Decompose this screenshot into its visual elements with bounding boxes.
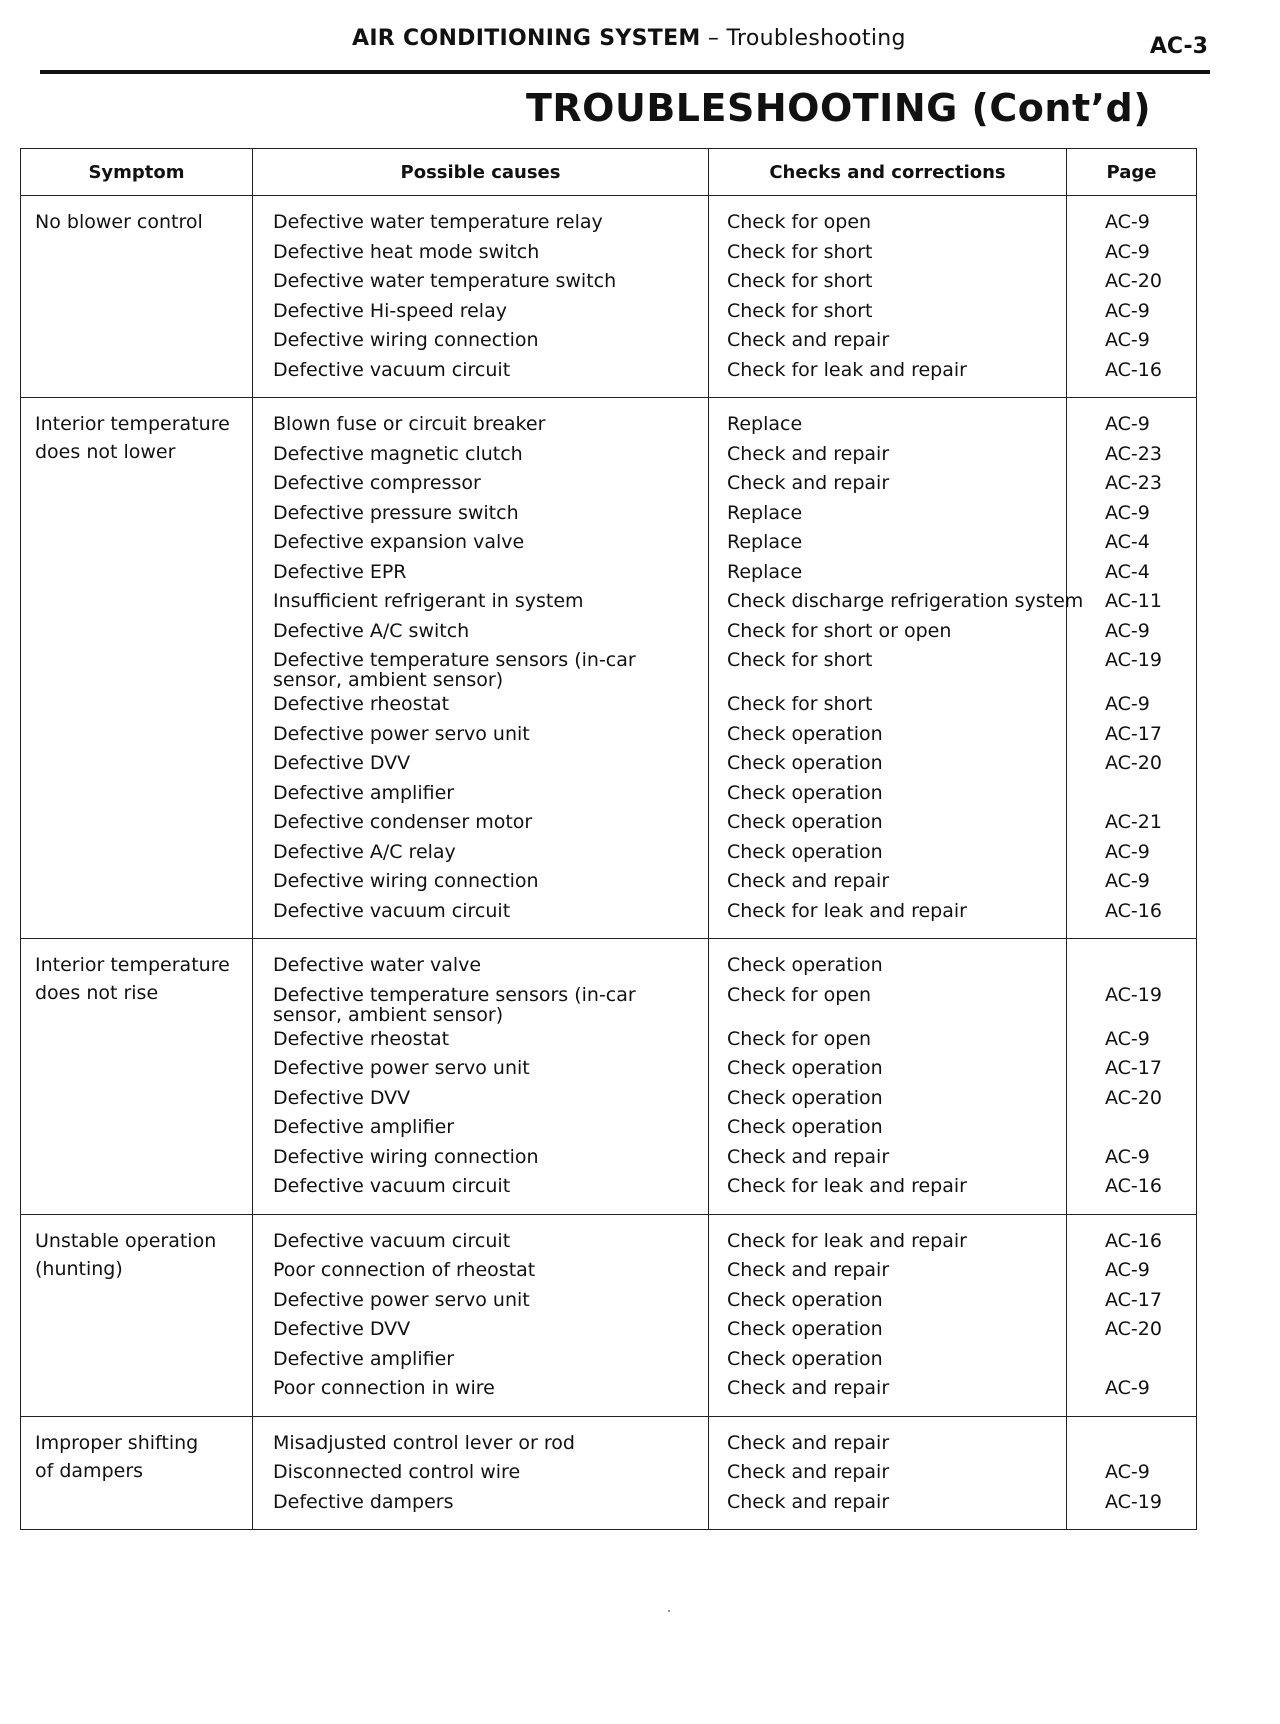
page-ref-text: AC-9	[1105, 693, 1150, 715]
symptom-text: Interior temperature	[35, 413, 230, 435]
cause-cell	[253, 398, 709, 939]
header-page-number: AC-3	[1149, 34, 1208, 59]
check-text: Check for short	[727, 299, 873, 322]
symptom-text: Interior temperature	[35, 954, 230, 976]
table-row	[21, 939, 1197, 1215]
symptom-text: Improper shifting	[35, 1431, 199, 1454]
check-text: Check operation	[727, 1086, 883, 1109]
page-ref-text: AC-19	[1105, 649, 1162, 671]
column-header-checks: Checks and corrections	[709, 149, 1067, 196]
check-text: Check for leak and repair	[727, 1229, 967, 1252]
cause-text: Defective A/C switch	[273, 619, 470, 642]
page-ref-text: AC-17	[1105, 722, 1162, 745]
cause-text: Insufficient refrigerant in system	[273, 590, 584, 612]
cause-text: Defective Hi-speed relay	[273, 299, 507, 322]
page-ref-text: AC-9	[1105, 1461, 1150, 1483]
page-ref-text: AC-9	[1105, 840, 1150, 863]
cause-text: Defective rheostat	[273, 693, 450, 715]
header-section: – Troubleshooting	[707, 26, 906, 51]
header-system: AIR CONDITIONING SYSTEM	[352, 26, 701, 51]
table-row	[21, 196, 1197, 398]
cause-text: Defective wiring connection	[273, 1145, 539, 1168]
check-text: Check for short or open	[727, 619, 952, 642]
check-text: Check discharge refrigeration system	[727, 590, 1084, 612]
page-header	[40, 20, 1210, 74]
page-title: TROUBLESHOOTING (Cont’d)	[526, 86, 1152, 130]
check-text: Check operation	[727, 811, 883, 833]
cause-cell	[253, 1416, 709, 1530]
page-ref-text: AC-17	[1105, 1288, 1162, 1311]
cause-cell	[253, 196, 709, 398]
check-text: Check operation	[727, 722, 883, 745]
cause-text: Defective temperature sensors (in-car sensor, ambient sensor)	[273, 649, 636, 691]
page-ref-text: AC-9	[1105, 501, 1150, 524]
cause-text: Defective magnetic clutch	[273, 442, 523, 465]
check-text: Check for short	[727, 649, 873, 671]
page-ref-text: AC-9	[1105, 870, 1150, 892]
page-ref-text: AC-17	[1105, 1057, 1162, 1079]
cause-text: Defective wiring connection	[273, 329, 539, 351]
check-text: Replace	[727, 413, 803, 435]
cause-cell	[253, 1214, 709, 1416]
symptom-text: of dampers	[35, 1459, 144, 1482]
cause-text: Defective vacuum circuit	[273, 1229, 511, 1252]
check-cell	[709, 1214, 1067, 1416]
check-text: Check for open	[727, 983, 872, 1006]
page-ref-text: AC-19	[1105, 983, 1162, 1006]
cause-text: Defective amplifier	[273, 781, 455, 804]
check-text: Check and repair	[727, 329, 890, 351]
check-text: Check and repair	[727, 1145, 890, 1168]
check-text: Check for short	[727, 240, 873, 263]
cause-text: Blown fuse or circuit breaker	[273, 413, 546, 435]
table-row	[21, 1416, 1197, 1530]
cause-text: Disconnected control wire	[273, 1461, 521, 1483]
page-ref-cell	[1067, 939, 1197, 1215]
page-ref-text: AC-19	[1105, 1490, 1162, 1513]
page-ref-text: AC-9	[1105, 211, 1150, 233]
page-ref-text: AC-21	[1105, 811, 1162, 833]
cause-text: Defective vacuum circuit	[273, 1175, 511, 1197]
check-cell	[709, 939, 1067, 1215]
check-text: Check operation	[727, 954, 883, 976]
page-ref-text	[1067, 951, 1196, 981]
cause-text: Defective water valve	[273, 954, 482, 976]
check-text: Check for leak and repair	[727, 899, 967, 922]
check-text: Check for short	[727, 270, 873, 292]
cause-text: Defective heat mode switch	[273, 240, 540, 263]
table-row	[21, 1214, 1197, 1416]
column-header-symptom: Symptom	[21, 149, 253, 196]
page-ref-text: AC-4	[1105, 560, 1150, 583]
table-header-row	[21, 149, 1197, 196]
check-text: Check and repair	[727, 1461, 890, 1483]
page-ref-cell	[1067, 1416, 1197, 1530]
check-text: Replace	[727, 560, 803, 583]
check-cell	[709, 196, 1067, 398]
cause-text: Misadjusted control lever or rod	[273, 1431, 575, 1454]
symptom-cell	[21, 939, 253, 1215]
cause-text: Defective amplifier	[273, 1116, 455, 1138]
page-ref-cell	[1067, 1214, 1197, 1416]
cause-text: Defective A/C relay	[273, 840, 456, 863]
page-ref-text: AC-9	[1105, 299, 1150, 322]
symptom-text: (hunting)	[35, 1257, 123, 1280]
page-ref-text	[1067, 1113, 1196, 1143]
check-text: Check operation	[727, 1116, 883, 1138]
symptom-cell	[21, 1416, 253, 1530]
cause-text: Defective vacuum circuit	[273, 899, 511, 922]
check-text: Check operation	[727, 781, 883, 804]
cause-text: Defective temperature sensors (in-car sensor, ambient sensor)	[273, 983, 636, 1026]
cause-text: Defective pressure switch	[273, 501, 519, 524]
cause-text: Defective wiring connection	[273, 870, 539, 892]
page-ref-text	[1067, 1345, 1196, 1375]
check-text: Check operation	[727, 1288, 883, 1311]
check-text: Check operation	[727, 1347, 883, 1370]
check-text: Check operation	[727, 1318, 883, 1340]
page-ref-text: AC-11	[1105, 590, 1162, 612]
page-ref-text: AC-16	[1105, 1229, 1162, 1252]
troubleshooting-table	[20, 148, 1197, 1530]
cause-text: Poor connection of rheostat	[273, 1259, 536, 1281]
symptom-cell	[21, 1214, 253, 1416]
check-text: Check operation	[727, 752, 883, 774]
page-ref-text	[1067, 779, 1196, 809]
page-ref-text: AC-16	[1105, 899, 1162, 922]
symptom-text: Unstable operation	[35, 1229, 217, 1252]
page-ref-text: AC-9	[1105, 329, 1150, 351]
page-ref-text: AC-16	[1105, 358, 1162, 381]
column-header-page: Page	[1067, 149, 1197, 196]
cause-text: Defective expansion valve	[273, 531, 525, 553]
check-text: Check and repair	[727, 1377, 890, 1399]
cause-text: Defective condenser motor	[273, 811, 533, 833]
table-body	[21, 196, 1197, 1530]
cause-text: Poor connection in wire	[273, 1377, 495, 1399]
check-text: Check for open	[727, 1027, 872, 1050]
check-text: Check for leak and repair	[727, 358, 967, 381]
cause-text: Defective rheostat	[273, 1027, 450, 1050]
cause-text: Defective amplifier	[273, 1347, 455, 1370]
check-text: Check and repair	[727, 870, 890, 892]
symptom-text: does not rise	[35, 982, 159, 1004]
page-ref-text: AC-20	[1105, 752, 1162, 774]
check-text: Check and repair	[727, 1490, 890, 1513]
check-text: Replace	[727, 531, 803, 553]
cause-text: Defective compressor	[273, 472, 481, 494]
cause-text: Defective DVV	[273, 1318, 411, 1340]
header-title	[352, 26, 906, 51]
cause-text: Defective power servo unit	[273, 1288, 530, 1311]
symptom-cell	[21, 398, 253, 939]
cause-text: Defective power servo unit	[273, 722, 530, 745]
check-text: Check for leak and repair	[727, 1175, 967, 1197]
check-text: Check operation	[727, 1057, 883, 1079]
column-header-possible-causes: Possible causes	[253, 149, 709, 196]
check-text: Replace	[727, 501, 803, 524]
cause-text: Defective power servo unit	[273, 1057, 530, 1079]
page-ref-text: AC-23	[1105, 442, 1162, 465]
cause-text: Defective vacuum circuit	[273, 358, 511, 381]
page-ref-text: AC-23	[1105, 472, 1162, 494]
symptom-cell	[21, 196, 253, 398]
page-ref-text: AC-20	[1105, 1086, 1162, 1109]
check-text: Check for open	[727, 211, 872, 233]
symptom-text: does not lower	[35, 441, 176, 463]
cause-text: Defective EPR	[273, 560, 407, 583]
cause-text: Defective water temperature switch	[273, 270, 617, 292]
page-ref-text: AC-9	[1105, 1377, 1150, 1399]
page-ref-text	[1067, 1429, 1196, 1459]
check-text: Check and repair	[727, 472, 890, 494]
page-ref-cell	[1067, 196, 1197, 398]
cause-text: Defective DVV	[273, 752, 411, 774]
check-text: Check and repair	[727, 442, 890, 465]
page-ref-text: AC-20	[1105, 1318, 1162, 1340]
page-ref-text: AC-4	[1105, 531, 1150, 553]
cause-text: Defective dampers	[273, 1490, 454, 1513]
check-cell	[709, 398, 1084, 939]
check-text: Check for short	[727, 693, 873, 715]
check-text: Check and repair	[727, 1259, 890, 1281]
page-ref-text: AC-9	[1105, 413, 1150, 435]
page-ref-cell	[1067, 398, 1197, 939]
cause-text: Defective DVV	[273, 1086, 411, 1109]
page-ref-text: AC-9	[1105, 619, 1150, 642]
page-ref-text: AC-16	[1105, 1175, 1162, 1197]
page-ref-text: AC-20	[1105, 270, 1162, 292]
cause-text: Defective water temperature relay	[273, 211, 603, 233]
page-ref-text: AC-9	[1105, 1259, 1150, 1281]
page-ref-text: AC-9	[1105, 1145, 1150, 1168]
cause-cell	[253, 939, 709, 1215]
page-ref-text: AC-9	[1105, 240, 1150, 263]
check-text: Check operation	[727, 840, 883, 863]
page-ref-text: AC-9	[1105, 1027, 1150, 1050]
scan-speck	[668, 1610, 670, 1612]
table-row	[21, 398, 1197, 939]
check-cell	[709, 1416, 1067, 1530]
symptom-text: No blower control	[35, 211, 203, 233]
check-text: Check and repair	[727, 1431, 890, 1454]
